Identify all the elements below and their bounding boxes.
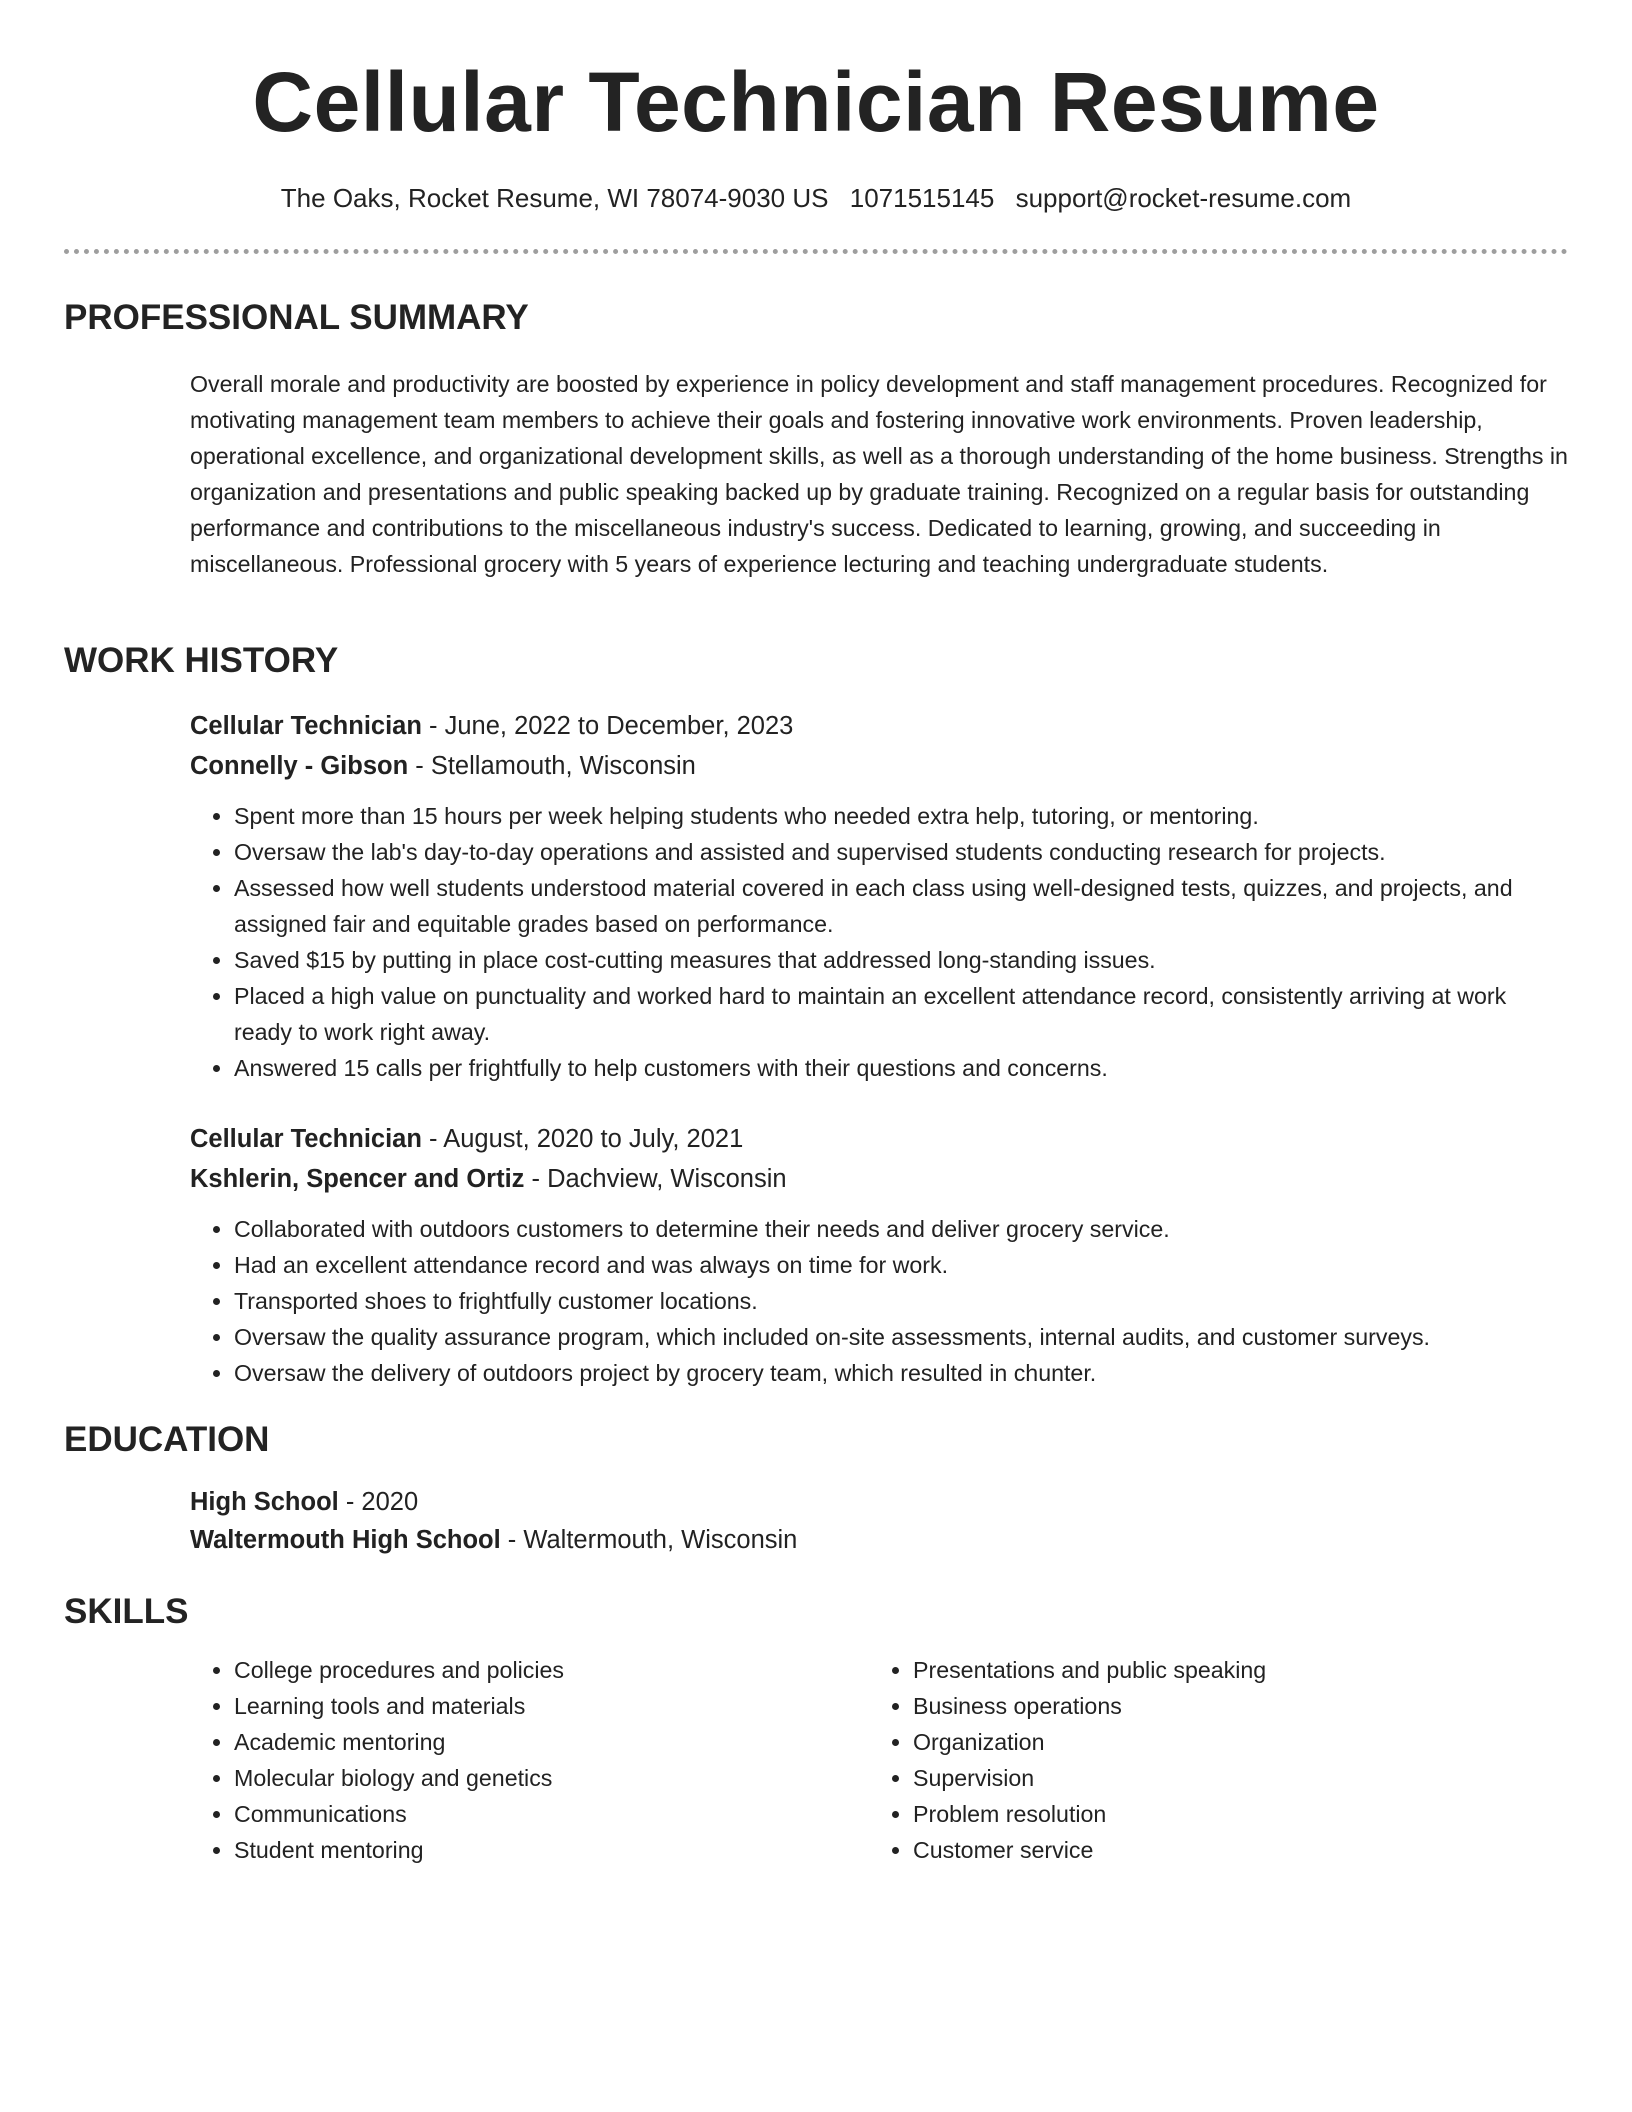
- list-item: • Spent more than 15 hours per week helping students who needed extra help, tutoring, or mentoring.: [234, 798, 1570, 834]
- skills-column-right: [869, 1652, 1469, 1868]
- list-item: • Answered 15 calls per frightfully to help customers with their questions and concerns.: [234, 1050, 1570, 1086]
- skills-list: [190, 1652, 790, 1868]
- education-school-line: [190, 1521, 1570, 1559]
- list-item: • Problem resolution: [913, 1796, 1469, 1832]
- list-item: • Supervision: [913, 1760, 1469, 1796]
- summary-text: Overall morale and productivity are boosted by experience in policy development and staff management procedures. Recognized for motivating management team members to achieve their goals and fostering innovative work environments. Proven leadership, operational excellence, and organizational development skills, as well as a thorough understanding of the home business. Strengths in organization and presentations and public speaking backed up by graduate training. Recognized on a regular basis for outstanding performance and contributions to the miscellaneous industry's success. Dedicated to learning, growing, and succeeding in miscellaneous. Professional grocery with 5 years of experience lecturing and teaching undergraduate students.: [190, 371, 1568, 577]
- email: support@rocket-resume.com: [1015, 183, 1352, 213]
- education-school: Waltermouth High School: [190, 1526, 501, 1554]
- education-location: - Waltermouth, Wisconsin: [500, 1526, 798, 1554]
- list-item: • Collaborated with outdoors customers to determine their needs and deliver grocery service.: [234, 1211, 1570, 1247]
- education-entry: [190, 1483, 1570, 1559]
- list-item: • Academic mentoring: [234, 1724, 790, 1760]
- address: The Oaks, Rocket Resume, WI 78074-9030 US: [280, 183, 829, 213]
- job-entry: [190, 706, 1570, 1086]
- list-item: • Molecular biology and genetics: [234, 1760, 790, 1796]
- list-item: • Organization: [913, 1724, 1469, 1760]
- list-item: • Oversaw the lab's day-to-day operations and assisted and supervised students conducting research for projects.: [234, 834, 1570, 870]
- job-company: Connelly - Gibson: [190, 752, 409, 780]
- list-item: • Student mentoring: [234, 1832, 790, 1868]
- list-item: • Customer service: [913, 1832, 1469, 1868]
- header-divider: [64, 249, 1568, 254]
- skills-column-left: [190, 1652, 790, 1868]
- list-item: • Presentations and public speaking: [913, 1652, 1469, 1688]
- job-dates: - June, 2022 to December, 2023: [421, 712, 794, 740]
- education-degree-line: [190, 1483, 1570, 1521]
- education-heading: EDUCATION: [64, 1420, 270, 1459]
- skills-list: [869, 1652, 1469, 1868]
- list-item: • Transported shoes to frightfully customer locations.: [234, 1283, 1570, 1319]
- job-company-line: [190, 746, 1570, 786]
- job-dates: - August, 2020 to July, 2021: [421, 1125, 744, 1153]
- summary-heading: PROFESSIONAL SUMMARY: [64, 298, 529, 337]
- skills-heading: SKILLS: [64, 1592, 189, 1631]
- job-role: Cellular Technician: [190, 712, 422, 740]
- list-item: • Assessed how well students understood material covered in each class using well-designed tests, quizzes, and projects, and assigned fair and equitable grades based on performance.: [234, 870, 1570, 942]
- job-company: Kshlerin, Spencer and Ortiz: [190, 1165, 525, 1193]
- job-location: - Stellamouth, Wisconsin: [408, 752, 696, 780]
- list-item: • Placed a high value on punctuality and worked hard to maintain an excellent attendance record, consistently arriving at work ready to work right away.: [234, 978, 1570, 1050]
- list-item: • College procedures and policies: [234, 1652, 790, 1688]
- list-item: • Business operations: [913, 1688, 1469, 1724]
- job-title-line: [190, 706, 1570, 746]
- job-bullets: [190, 798, 1570, 1086]
- list-item: • Saved $15 by putting in place cost-cutting measures that addressed long-standing issues.: [234, 942, 1570, 978]
- list-item: • Oversaw the quality assurance program, which included on-site assessments, internal audits, and customer surveys.: [234, 1319, 1570, 1355]
- job-bullets: [190, 1211, 1570, 1391]
- work-history-heading: WORK HISTORY: [64, 641, 339, 680]
- job-entry: [190, 1119, 1570, 1391]
- contact-line: [0, 178, 1632, 218]
- list-item: • Learning tools and materials: [234, 1688, 790, 1724]
- education-degree: High School: [190, 1488, 339, 1516]
- list-item: • Had an excellent attendance record and was always on time for work.: [234, 1247, 1570, 1283]
- job-role: Cellular Technician: [190, 1125, 422, 1153]
- job-title-line: [190, 1119, 1570, 1159]
- education-year: - 2020: [338, 1488, 419, 1516]
- resume-title: Cellular Technician Resume: [252, 55, 1380, 149]
- list-item: • Communications: [234, 1796, 790, 1832]
- job-company-line: [190, 1159, 1570, 1199]
- job-location: - Dachview, Wisconsin: [524, 1165, 787, 1193]
- phone: 1071515145: [849, 183, 995, 213]
- list-item: • Oversaw the delivery of outdoors project by grocery team, which resulted in chunter.: [234, 1355, 1570, 1391]
